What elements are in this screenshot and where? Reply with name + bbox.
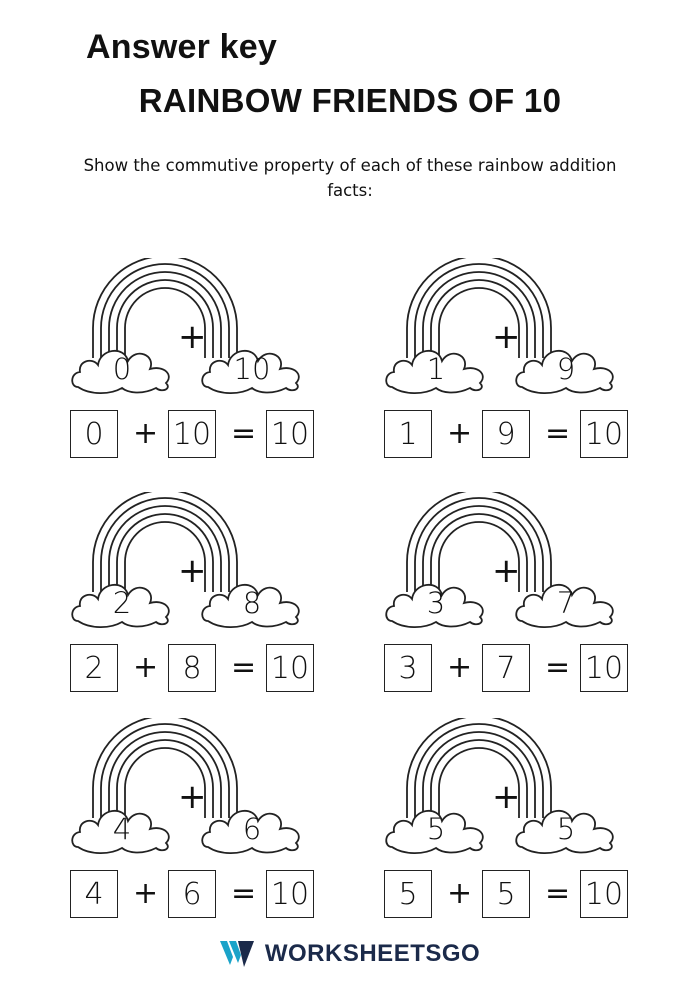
equation-row	[70, 644, 390, 694]
cloud-number-left: 5	[426, 812, 446, 846]
cloud-number-left: 1	[426, 352, 446, 386]
rainbow-arc	[93, 718, 237, 818]
problem-card	[384, 492, 700, 712]
equation-row	[384, 870, 700, 920]
answer-box-sum: 10	[266, 410, 314, 458]
answer-box-first: 4	[70, 870, 118, 918]
cloud-number-right: 5	[556, 812, 576, 846]
equals-sign: =	[545, 416, 571, 451]
plus-sign: +	[447, 416, 473, 451]
cloud-number-right: 6	[242, 812, 262, 846]
rainbow-plus-sign: +	[178, 551, 207, 591]
worksheet-title: RAINBOW FRIENDS OF 10	[138, 82, 562, 119]
answer-box-second: 9	[482, 410, 530, 458]
answer-box-second: 7	[482, 644, 530, 692]
answer-box-sum: 10	[266, 870, 314, 918]
cloud-number-left: 4	[112, 812, 132, 846]
cloud-number-left: 0	[112, 352, 132, 386]
footer-brand	[0, 940, 700, 968]
equation-row	[70, 410, 390, 460]
plus-sign: +	[447, 650, 473, 685]
plus-sign: +	[133, 876, 159, 911]
plus-sign: +	[133, 650, 159, 685]
answer-box-second: 6	[168, 870, 216, 918]
answer-box-sum: 10	[266, 644, 314, 692]
answer-box-second: 5	[482, 870, 530, 918]
answer-box-first: 1	[384, 410, 432, 458]
brand-name-part1: WORKSHEETS	[264, 940, 442, 967]
cloud-number-right: 7	[556, 586, 576, 620]
rainbow-arc	[407, 718, 551, 818]
equals-sign: =	[231, 650, 257, 685]
equals-sign: =	[545, 876, 571, 911]
rainbow-plus-sign: +	[492, 551, 521, 591]
answer-box-sum: 10	[580, 410, 628, 458]
answer-box-first: 0	[70, 410, 118, 458]
equation-row	[70, 870, 390, 920]
problem-card	[384, 718, 700, 938]
cloud-number-left: 2	[112, 586, 132, 620]
equation-row	[384, 410, 700, 460]
rainbow-plus-sign: +	[178, 777, 207, 817]
rainbow-plus-sign: +	[492, 777, 521, 817]
rainbow-plus-sign: +	[492, 317, 521, 357]
problem-card	[384, 258, 700, 478]
plus-sign: +	[447, 876, 473, 911]
cloud-number-right: 9	[556, 352, 576, 386]
problem-card	[70, 718, 390, 938]
rainbow-arc	[93, 492, 237, 592]
rainbow-arc	[407, 492, 551, 592]
rainbow-plus-sign: +	[178, 317, 207, 357]
instructions-text: Show the commutive property of each of these rainbow addition facts:	[83, 156, 617, 200]
answer-box-second: 10	[168, 410, 216, 458]
equation-row	[384, 644, 700, 694]
answer-box-sum: 10	[580, 644, 628, 692]
answer-box-first: 3	[384, 644, 432, 692]
equals-sign: =	[545, 650, 571, 685]
cloud-number-left: 3	[426, 586, 446, 620]
brand-name-part2: GO	[441, 940, 481, 967]
equals-sign: =	[231, 876, 257, 911]
answer-key-label: Answer key	[86, 28, 277, 66]
rainbow-arc	[93, 258, 237, 358]
answer-box-first: 5	[384, 870, 432, 918]
problem-card	[70, 492, 390, 712]
w-chevron-logo-icon	[220, 941, 254, 967]
problem-card	[70, 258, 390, 478]
answer-box-second: 8	[168, 644, 216, 692]
cloud-number-right: 10	[233, 352, 271, 386]
answer-box-first: 2	[70, 644, 118, 692]
cloud-number-right: 8	[242, 586, 262, 620]
plus-sign: +	[133, 416, 159, 451]
equals-sign: =	[231, 416, 257, 451]
rainbow-arc	[407, 258, 551, 358]
answer-box-sum: 10	[580, 870, 628, 918]
